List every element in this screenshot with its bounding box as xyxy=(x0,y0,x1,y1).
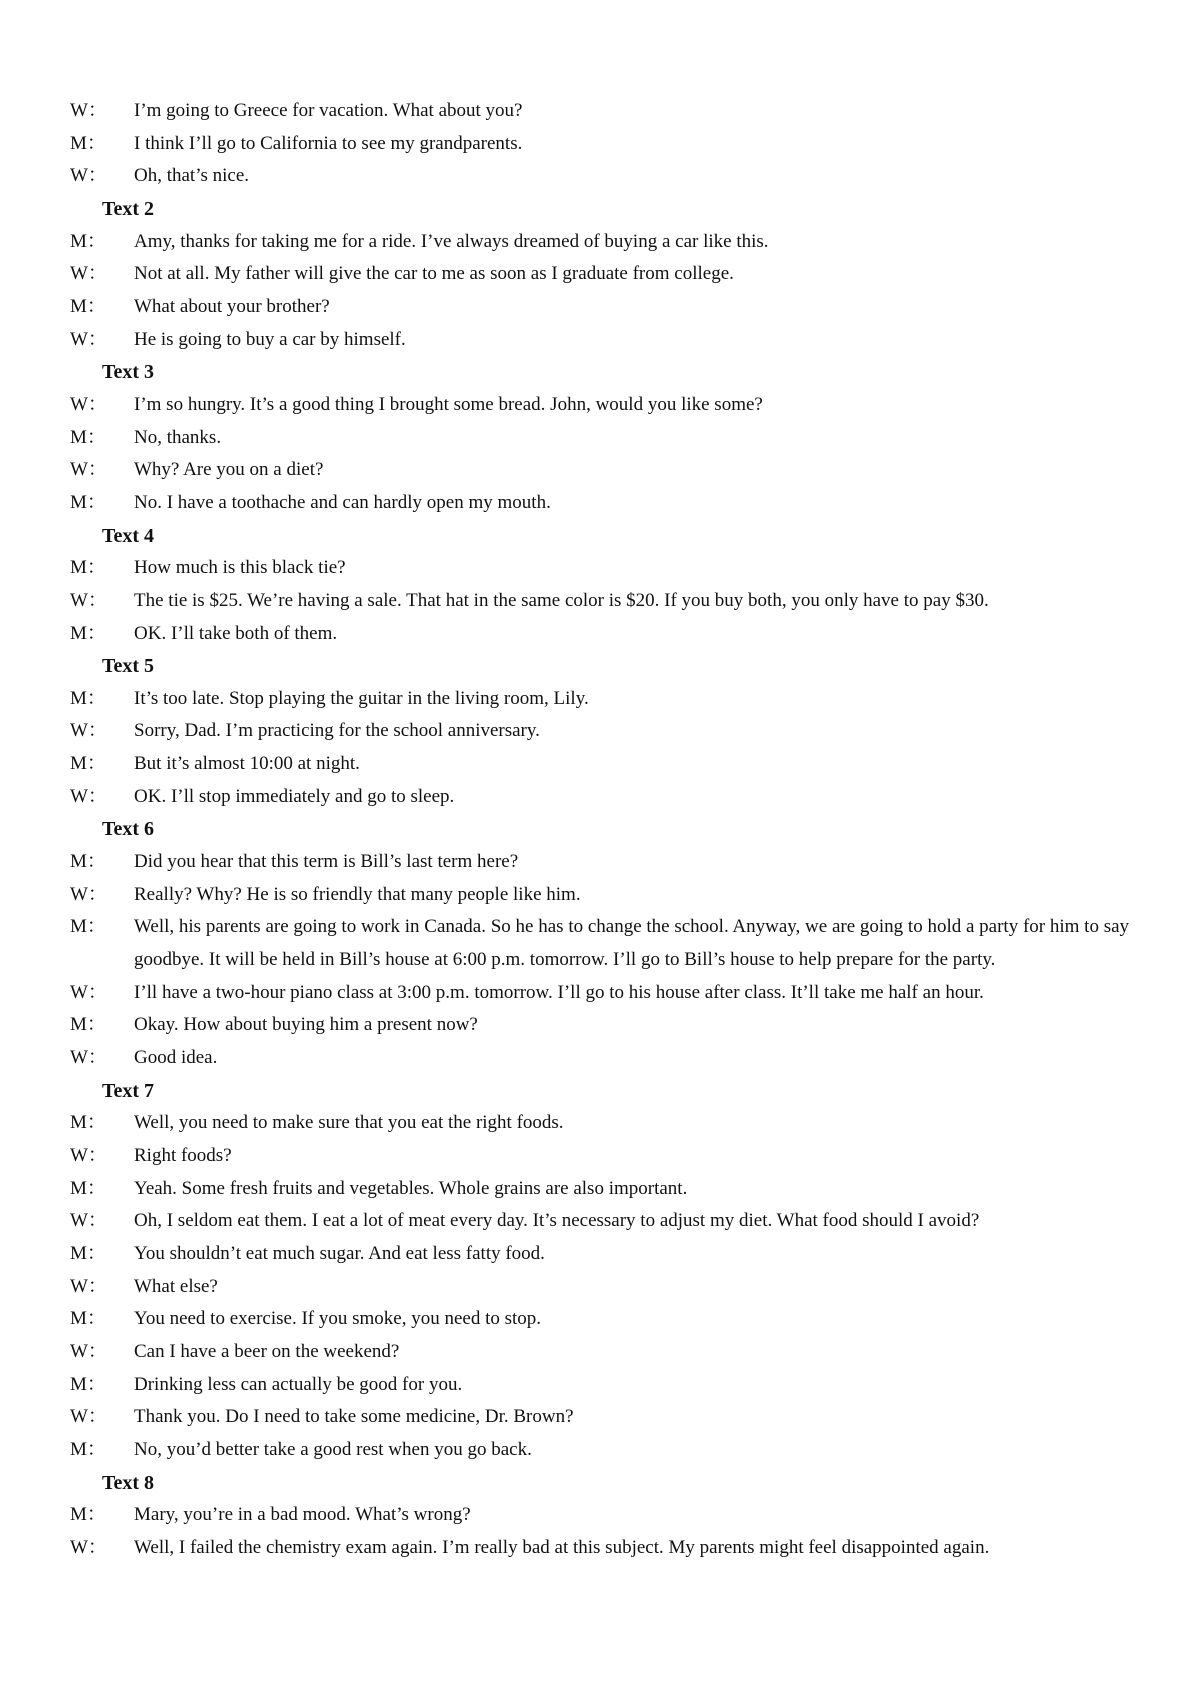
dialogue-line xyxy=(70,911,1132,976)
dialogue-line xyxy=(70,1173,1132,1206)
dialogue-text: What about your brother? xyxy=(134,295,330,317)
speaker-label: M： xyxy=(70,1308,106,1330)
dialogue-line xyxy=(70,1107,1132,1140)
speaker-label: W： xyxy=(70,1047,107,1069)
dialogue-text: No, you’d better take a good rest when you go back. xyxy=(134,1438,532,1460)
dialogue-line xyxy=(70,585,1132,618)
section-heading: Text 7 xyxy=(102,1079,155,1102)
dialogue-text: Drinking less can actually be good for you. xyxy=(134,1373,463,1395)
dialogue-text: I think I’ll go to California to see my grandparents. xyxy=(134,132,523,154)
dialogue-text: The tie is $25. We’re having a sale. That hat in the same color is $20. If you buy both, you only have to pay $30. xyxy=(134,589,989,611)
dialogue-text: I’m going to Greece for vacation. What about you? xyxy=(134,100,523,121)
dialogue-text: You shouldn’t eat much sugar. And eat less fatty food. xyxy=(134,1242,545,1264)
speaker-label: W： xyxy=(70,1145,107,1166)
dialogue-line xyxy=(70,781,1132,814)
dialogue-text: What else? xyxy=(134,1275,218,1297)
speaker-label: M： xyxy=(70,426,106,448)
dialogue-line xyxy=(70,1434,1132,1467)
dialogue-line xyxy=(70,1238,1132,1271)
section-heading: Text 6 xyxy=(102,818,155,841)
dialogue-line xyxy=(70,1042,1132,1075)
speaker-label: W： xyxy=(70,165,107,187)
speaker-label: W： xyxy=(70,981,107,1003)
section-heading: Text 4 xyxy=(102,524,155,547)
dialogue-text: I’ll have a two-hour piano class at 3:00 p.m. tomorrow. I’ll go to his house after class. It’ll take me half an hour. xyxy=(134,981,984,1003)
speaker-label: W： xyxy=(70,1340,107,1362)
dialogue-text: Right foods? xyxy=(134,1145,232,1166)
dialogue-text: Oh, that’s nice. xyxy=(134,165,250,187)
speaker-label: W： xyxy=(70,263,107,285)
dialogue-line xyxy=(70,618,1132,651)
dialogue-line xyxy=(70,1401,1132,1434)
speaker-label: W： xyxy=(70,1210,107,1232)
dialogue-text: Not at all. My father will give the car to me as soon as I graduate from college. xyxy=(134,263,734,285)
dialogue-text: He is going to buy a car by himself. xyxy=(134,328,406,350)
speaker-label: M： xyxy=(70,687,106,709)
dialogue-text: No, thanks. xyxy=(134,426,222,448)
dialogue-text: How much is this black tie? xyxy=(134,557,346,579)
dialogue-text: Okay. How about buying him a present now? xyxy=(134,1014,478,1036)
dialogue-line xyxy=(70,1336,1132,1369)
dialogue-text: Did you hear that this term is Bill’s last term here? xyxy=(134,851,519,873)
speaker-label: W： xyxy=(70,393,107,415)
dialogue-line xyxy=(70,1140,1132,1173)
speaker-label: W： xyxy=(70,883,107,905)
speaker-label: W： xyxy=(70,1406,107,1428)
dialogue-text: You need to exercise. If you smoke, you need to stop. xyxy=(134,1308,542,1330)
speaker-label: M： xyxy=(70,132,106,154)
dialogue-line xyxy=(70,1303,1132,1336)
dialogue-text: I’m so hungry. It’s a good thing I brought some bread. John, would you like some? xyxy=(134,393,763,415)
dialogue-line xyxy=(70,977,1132,1010)
dialogue-text: Well, his parents are going to work in Canada. So he has to change the school. Anyway, we are going to hold a party for him to say goodbye. It will be held in Bill’s house at 6:00 p.m. tomorrow. I’ll go to Bill’s house to help prepare for the party. xyxy=(134,916,1130,971)
speaker-label: M： xyxy=(70,1112,106,1134)
dialogue-line xyxy=(70,1532,1132,1565)
section-heading: Text 8 xyxy=(102,1471,155,1494)
dialogue-text: Well, you need to make sure that you eat the right foods. xyxy=(134,1112,564,1134)
speaker-label: W： xyxy=(70,328,107,350)
dialogue-text: Really? Why? He is so friendly that many people like him. xyxy=(134,883,581,905)
dialogue-line xyxy=(70,422,1132,455)
speaker-label: W： xyxy=(70,589,107,611)
speaker-label: M： xyxy=(70,1177,106,1199)
speaker-label: W： xyxy=(70,1536,107,1558)
dialogue-line xyxy=(70,226,1132,259)
transcript-page xyxy=(70,95,1132,1565)
dialogue-text: Oh, I seldom eat them. I eat a lot of meat every day. It’s necessary to adjust my diet. What food should I avoid? xyxy=(134,1210,980,1232)
dialogue-text: OK. I’ll take both of them. xyxy=(134,622,338,644)
section-heading: Text 3 xyxy=(102,361,155,384)
dialogue-text: Mary, you’re in a bad mood. What’s wrong? xyxy=(134,1504,471,1526)
dialogue-line xyxy=(70,95,1132,128)
speaker-label: W： xyxy=(70,459,107,481)
dialogue-line xyxy=(70,1369,1132,1402)
speaker-label: W： xyxy=(70,100,107,121)
dialogue-line xyxy=(70,128,1132,161)
dialogue-line xyxy=(70,454,1132,487)
dialogue-text: Good idea. xyxy=(134,1047,218,1069)
speaker-label: W： xyxy=(70,720,107,742)
speaker-label: M： xyxy=(70,753,106,775)
dialogue-line xyxy=(70,1499,1132,1532)
section-heading: Text 2 xyxy=(102,197,155,220)
speaker-label: M： xyxy=(70,916,106,938)
speaker-label: W： xyxy=(70,1275,107,1297)
speaker-label: M： xyxy=(70,491,106,513)
speaker-label: W： xyxy=(70,785,107,807)
dialogue-text: Why? Are you on a diet? xyxy=(134,459,324,481)
dialogue-line xyxy=(70,1205,1132,1238)
dialogue-line xyxy=(70,879,1132,912)
dialogue-line xyxy=(70,552,1132,585)
dialogue-line xyxy=(70,715,1132,748)
section-heading: Text 5 xyxy=(102,655,155,678)
dialogue-text: Well, I failed the chemistry exam again. I’m really bad at this subject. My parents might feel disappointed again. xyxy=(134,1536,990,1558)
speaker-label: M： xyxy=(70,851,106,873)
speaker-label: M： xyxy=(70,230,106,252)
speaker-label: M： xyxy=(70,1438,106,1460)
dialogue-line xyxy=(70,258,1132,291)
dialogue-text: Thank you. Do I need to take some medicine, Dr. Brown? xyxy=(134,1406,574,1428)
dialogue-line xyxy=(70,1009,1132,1042)
dialogue-line xyxy=(70,846,1132,879)
dialogue-text: It’s too late. Stop playing the guitar in the living room, Lily. xyxy=(134,687,589,709)
dialogue-line xyxy=(70,683,1132,716)
speaker-label: M： xyxy=(70,1242,106,1264)
dialogue-text: Yeah. Some fresh fruits and vegetables. Whole grains are also important. xyxy=(134,1177,688,1199)
dialogue-line xyxy=(70,748,1132,781)
speaker-label: M： xyxy=(70,295,106,317)
dialogue-text: Can I have a beer on the weekend? xyxy=(134,1340,400,1362)
dialogue-text: Amy, thanks for taking me for a ride. I’ve always dreamed of buying a car like this. xyxy=(134,230,769,252)
dialogue-line xyxy=(70,160,1132,193)
speaker-label: M： xyxy=(70,1504,106,1526)
speaker-label: M： xyxy=(70,1014,106,1036)
dialogue-text: No. I have a toothache and can hardly open my mouth. xyxy=(134,491,551,513)
speaker-label: M： xyxy=(70,557,106,579)
speaker-label: M： xyxy=(70,622,106,644)
dialogue-line xyxy=(70,291,1132,324)
dialogue-text: OK. I’ll stop immediately and go to sleep. xyxy=(134,785,455,807)
dialogue-text: But it’s almost 10:00 at night. xyxy=(134,753,360,775)
dialogue-line xyxy=(70,324,1132,357)
dialogue-line xyxy=(70,487,1132,520)
dialogue-line xyxy=(70,389,1132,422)
dialogue-line xyxy=(70,1271,1132,1304)
dialogue-text: Sorry, Dad. I’m practicing for the school anniversary. xyxy=(134,720,540,742)
speaker-label: M： xyxy=(70,1373,106,1395)
